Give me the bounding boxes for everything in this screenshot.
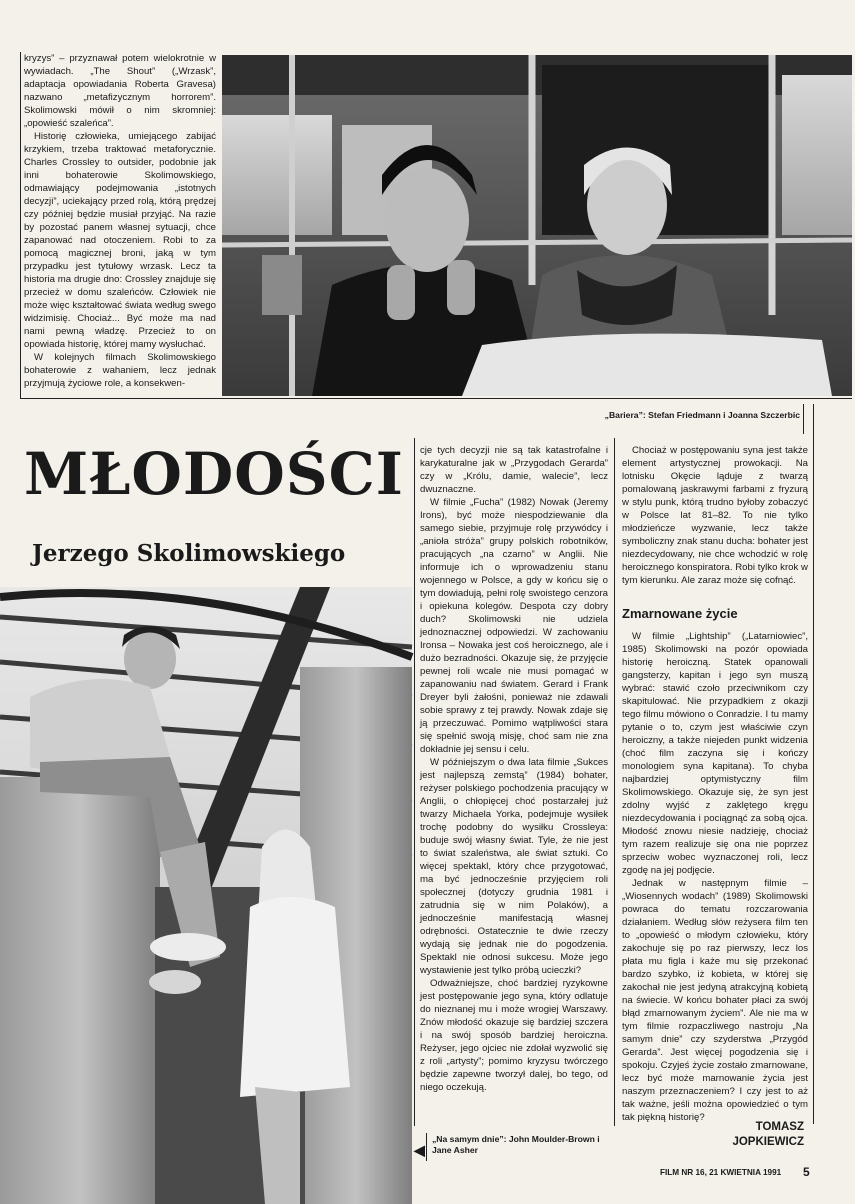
- photo-bariera: [222, 55, 852, 396]
- column-rule: [813, 404, 814, 1124]
- paragraph: Odważniejsze, choć bardziej ryzykowne jest postępowanie jego syna, który odlatuje do nieznanej mu i może wrogiej Warszawy. Znów młodość okazuje się bardziej szczera i na swój sposób bardziej heroiczna. Reżyser, jego ojciec nie zdołał wyzwolić się z roli „artysty”; pomimo kryzysu twórczego będzie zapewne tworzył dalej, bo tego, od niego oczekują.: [420, 978, 608, 1093]
- intro-text-column: [24, 52, 216, 398]
- author-last-name: JOPKIEWICZ: [732, 1136, 804, 1148]
- paragraph: W filmie „Fucha” (1982) Nowak (Jeremy Irons), być może niespodziewanie dla samego siebie, przyjmuje rolę przywódcy i „anioła stróża” grupy polskich robotników, pracujących „na czarno” w Anglii. Nie informuje ich o wprowadzeniu stanu wojennego w Polsce, a gdy w końcu się o tym dowiadują, pełni rolę swoistego cenzora i opiekuna kolegów. Despota czy dobry duch? Skolimowski nie udziela jednoznacznej odpowiedzi. W zachowaniu Ironsa – Nowaka jest coś heroicznego, ale i dużo bezradności. Okazuje się, że przyjęcie pewnej roli wcale nie musi pomagać w zapanowaniu nad światem. Gerard i Frank Dreyer byli żałośni, ponieważ nie zdawali sobie sprawy z tej prawdy. Nowak zdaje się ją przeczuwać. Pomimo wątpliwości stara się spełnić swoją misję, choć sam nie zna dokładnie jej sensu i celu.: [420, 497, 608, 755]
- headline: MŁODOŚCI: [24, 440, 404, 508]
- caption-arrow-icon: ◀: [414, 1142, 425, 1158]
- paragraph: kryzys” – przyznawał potem wielokrotnie w wywiadach. „The Shout” („Wrzask”, adaptacja opowiadania Roberta Gravesa) nazwano „metafizycznym horrorem”. Skolimowski mówił o nim skromniej: „opowieść szaleńca”.: [24, 53, 216, 129]
- paragraph: Chociaż w postępowaniu syna jest także element artystycznej prowokacji. Na lotnisku Okęcie ląduje z twarzą pomalowaną jaskrawymi farbami z fryzurą w stylu punk, którą trudno byłoby zobaczyć w Polsce lat 81–82. To nie tylko młodzieńcze wyzwanie, lecz także symboliczny znak stanu ducha: bohater jest niezdecydowany, nie chce wchodzić w rolę heroicznego konspiratora. Robi tylko krok w tym kierunku. Ale zaraz może się cofnąć.: [622, 445, 808, 586]
- caption-bariera: „Bariera”: Stefan Friedmann i Joanna Szczerbic: [604, 410, 800, 420]
- paragraph: Jednak w następnym filmie – „Wiosennych wodach” (1989) Skolimowski powraca do tematu rozczarowania działaniem. Według słów reżysera film ten to „opowieść o młodym człowieku, który zakochuje się po raz pierwszy, lecz los płata mu figla i każe mu się przekonać bardzo szybko, iż kobieta, w której się zakochał nie jest jedyną atrakcyjną kobietą na świecie. W końcu bohater płaci za swój błąd zmarnowanym życiem”. Ale nie ma w tym filmie rozpaczliwego nastroju „Na samym dnie” czy szyderstwa „Przygód Gerarda”. Jest więcej pogodzenia się i spokoju. Czyjeś życie zostało zmarnowane, lecz być może marnowanie życia jest naszym przeznaczeniem? I czy jest to aż tak ważne, jeśli można opowiedzieć o tym tak piękną historię?: [622, 878, 808, 1123]
- caption-na-samym-dnie: „Na samym dnie”: John Moulder-Brown i Jane Asher: [432, 1134, 600, 1155]
- right-text-column-top: [622, 444, 808, 594]
- middle-text-column: [420, 444, 608, 1124]
- photo-na-samym-dnie: [0, 587, 412, 1204]
- column-rule: [614, 438, 615, 1126]
- caption-rule: [803, 404, 804, 434]
- footer-issue: FILM NR 16, 21 KWIETNIA 1991: [660, 1168, 782, 1177]
- paragraph: cje tych decyzji nie są tak katastrofalne i karykaturalne jak w „Przygodach Gerarda” czy w „Królu, damie, walecie”, lecz dwuznaczne.: [420, 445, 608, 495]
- paragraph: W późniejszym o dwa lata filmie „Sukces jest najlepszą zemstą” (1984) bohater, reżyser polskiego pochodzenia pracujący w Anglii, o chłopięcej choć postarzałej już twarzy Michaela Yorka, podejmuje wysiłek trochę podobny do wysiłku Crossleya: buduje swój własny świat. Tyle, że nie jest to świat szaleństwa, ale świat sztuki. Co więcej spektakl, który chce przygotować, ma być jednocześnie przyjęciem roli społecznej (dotyczy grudnia 1981 i zatrudnia się w nim Polaków), a jednocześnie manifestacją własnej odrębności. Ostatecznie te dwie rzeczy wydają się jednak nie do pogodzenia. Spektakl nie odnosi sukcesu. Może jego wystawienie jest tylko próbą ucieczki?: [420, 757, 608, 976]
- author-first-name: TOMASZ: [755, 1121, 804, 1133]
- right-text-column-bottom: [622, 630, 808, 1123]
- column-rule: [414, 438, 415, 1126]
- page-number: 5: [803, 1165, 810, 1179]
- paragraph: W kolejnych filmach Skolimowskiego bohaterowie z wahaniem, lecz jednak przyjmują życiowe role, a konsekwen-: [24, 352, 216, 389]
- subheadline: Jerzego Skolimowskiego: [32, 540, 346, 567]
- paragraph: Historię człowieka, umiejącego zabijać krzykiem, trzeba traktować metaforycznie. Charles Crossley to outsider, podobnie jak inni bohaterowie Skolimowskiego, odmawiający podejmowania „istotnych decyzji”, uciekający przed rolą, którą prędzej czy później będzie musiał przyjąć. Na razie by pozostać panem własnej sytuacji, chce zapanować nad otoczeniem. Robi to za pomocą magicznej broni, jaką w tym przypadku jest tytułowy wrzask. Lecz ta historia ma drugie dno: Crossley znajduje się przecież w domu szaleńców. Człowiek nie może więc kształtować świata według swego widzimisię. Chociaż... Być może ma nad nami pewną władzę. Przecież to on opowiada historię, której mamy wysłuchać.: [24, 131, 216, 350]
- section-title: Zmarnowane życie: [622, 606, 738, 621]
- column-rule: [20, 52, 21, 398]
- paragraph: W filmie „Lightship” („Latarniowiec”, 1985) Skolimowski na pozór opowiada historię heroiczną. Statek opanowali gangsterzy, kapitan i jego syn muszą wybrać: stawić czoło przeciwnikom czy skapitulować. Nie przypadkiem z okazji tego filmu mówiono o Conradzie. I tu mamy pytanie o to, czym jest właściwie czyn heroiczny, a także niejeden punkt widzenia (choć film zaczyna się i kończy monologiem syna kapitana). To chyba najbardziej optymistyczny film Skolimowskiego. Okazuje się, że syn jest zdolny wyjść z zaklętego kręgu niezdecydowania i pociągnąć za sobą ojca. Młodość znowu niesie nadzieję, chociaż tym razem realizuje się ona nie poprzez sprzeciw wobec wyznaczonej roli, lecz zgodę na jej podjęcie.: [622, 631, 808, 876]
- author-signature: [622, 1120, 804, 1150]
- horizontal-rule: [20, 398, 852, 399]
- caption-rule: [426, 1133, 427, 1161]
